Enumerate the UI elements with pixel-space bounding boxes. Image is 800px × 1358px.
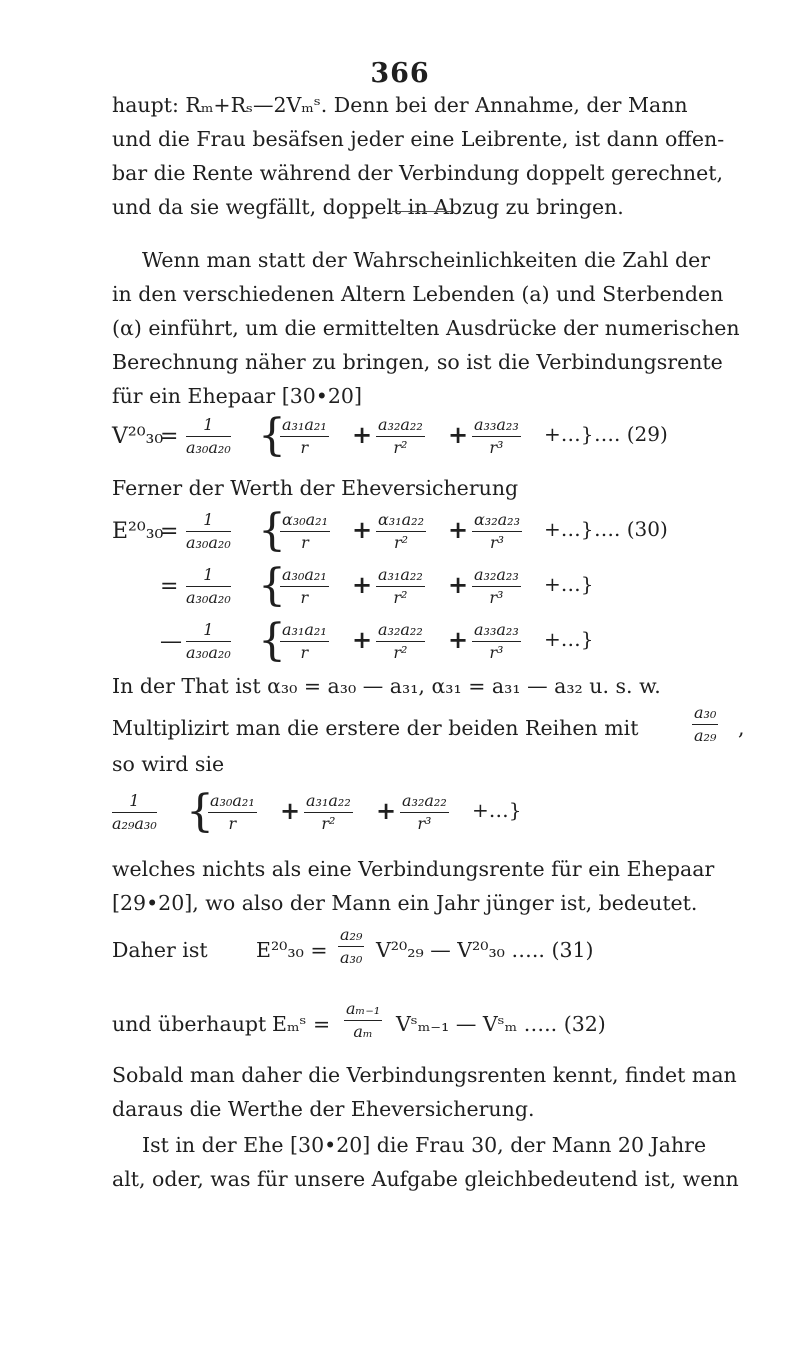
text-line: welches nichts als eine Verbindungsrente für ein Ehepaar [112, 857, 715, 881]
fraction-numerator: a₃₀ [692, 702, 718, 725]
fraction-denominator: a₃₀a₂₀ [186, 643, 231, 662]
fraction-denominator: r³ [489, 643, 504, 662]
eq-31-label: Daher ist [112, 938, 208, 962]
text-line: haupt: Rₘ+Rₛ—2Vₘˢ. Denn bei der Annahme, der Mann [112, 93, 688, 117]
prefactor-fraction [186, 414, 231, 459]
plus-sign: + [352, 625, 373, 654]
text-line: und die Frau besäfsen jeder eine Leibrente, ist dann offen- [112, 127, 725, 151]
term-fraction [208, 790, 257, 835]
text-line: in den verschiedenen Altern Lebenden (a) und Sterbenden [112, 282, 724, 306]
term-fraction [472, 509, 522, 554]
fraction-denominator: r² [393, 438, 408, 457]
eq-31-rhs: V²⁰₂₉ — V²⁰₃₀ ….. (31) [376, 938, 594, 962]
plus-sign: + [352, 515, 373, 544]
fraction-denominator: aₘ [353, 1022, 373, 1041]
fraction-numerator: 1 [112, 790, 157, 813]
prefactor-fraction [112, 790, 157, 835]
text-line: und da sie wegfällt, doppelt in Abzug zu bringen. [112, 195, 624, 219]
fraction-denominator: a₂₉ [694, 726, 717, 745]
multiplier-fraction [692, 702, 718, 747]
fraction-numerator: a₃₂a₂₂ [376, 619, 425, 642]
term-fraction [280, 619, 329, 664]
fraction-numerator: a₃₁a₂₁ [280, 414, 329, 437]
equation-30-line-3 [112, 615, 762, 673]
fraction-denominator: a₂₉a₃₀ [112, 814, 157, 833]
fraction-numerator: a₃₂a₂₂ [400, 790, 449, 813]
fraction-numerator: aₘ₋₁ [344, 998, 382, 1021]
fraction-denominator: a₃₀a₂₀ [186, 438, 231, 457]
term-fraction [472, 414, 521, 459]
punctuation: , [738, 716, 745, 740]
term-fraction [376, 619, 425, 664]
paragraph-5 [112, 1128, 757, 1196]
eq-sign: = [160, 574, 179, 599]
term-fraction [400, 790, 449, 835]
series-tail: +…} [544, 422, 594, 446]
plus-sign: + [448, 420, 469, 449]
eq-sign: = [160, 424, 179, 449]
fraction-numerator: 1 [186, 619, 231, 642]
eq-sign: = [160, 519, 179, 544]
plus-sign: + [448, 570, 469, 599]
page-number: 366 [370, 58, 430, 89]
eq-lhs: E²⁰₃₀ [112, 519, 164, 544]
left-brace: { [258, 560, 286, 611]
fraction-denominator: r [300, 588, 309, 607]
term-fraction [376, 509, 426, 554]
eq-32-lhs: Eₘˢ = [272, 1012, 331, 1036]
text-line: Multiplizirt man die erstere der beiden Reihen mit [112, 716, 639, 740]
fraction-denominator: r [228, 814, 237, 833]
fraction-numerator: 1 [186, 564, 231, 587]
fraction-numerator: 1 [186, 509, 231, 532]
equation-29 [112, 410, 762, 468]
left-brace: { [258, 505, 286, 556]
text-line: [29•20], wo also der Mann ein Jahr jünger ist, bedeutet. [112, 891, 698, 915]
fraction-numerator: a₂₉ [338, 924, 364, 947]
equation-30-line-2 [112, 560, 762, 618]
fraction-numerator: a₃₂a₂₂ [376, 414, 425, 437]
fraction-denominator: a₃₀ [340, 948, 363, 967]
text-line: Ferner der Werth der Eheversicherung [112, 476, 519, 500]
fraction-denominator: r³ [489, 533, 505, 552]
series-tail: +…} [544, 572, 594, 596]
left-brace: { [186, 786, 214, 837]
text-line: In der That ist α₃₀ = a₃₀ — a₃₁, α₃₁ = a₃₁ — a₃₂ u. s. w. [112, 674, 661, 698]
prefactor-fraction [186, 619, 231, 664]
fraction-denominator: r² [321, 814, 336, 833]
text-line: für ein Ehepaar [30•20] [112, 384, 362, 408]
fraction-numerator: α₃₂a₂₃ [472, 509, 522, 532]
fraction-denominator: r³ [489, 438, 504, 457]
equation-unnumbered [112, 786, 762, 844]
fraction-denominator: r [300, 438, 309, 457]
text-line: Berechnung näher zu bringen, so ist die Verbindungsrente [112, 350, 723, 374]
eq-32-rhs: Vˢₘ₋₁ — Vˢₘ ….. (32) [396, 1012, 606, 1036]
fraction-numerator: α₃₀a₂₁ [280, 509, 330, 532]
fraction-denominator: a₃₀a₂₀ [186, 588, 231, 607]
series-tail: +…} [544, 517, 594, 541]
paragraph-2 [112, 243, 757, 413]
section-divider [392, 211, 452, 212]
fraction-denominator: r³ [489, 588, 504, 607]
plus-sign: + [448, 625, 469, 654]
plus-sign: + [352, 420, 373, 449]
fraction-denominator: r [300, 643, 309, 662]
text-line: Wenn man statt der Wahrscheinlichkeiten die Zahl der [142, 248, 711, 272]
eq-32-label: und überhaupt [112, 1012, 267, 1036]
plus-sign: + [352, 570, 373, 599]
fraction-numerator: a₃₀a₂₁ [280, 564, 329, 587]
equation-number: …. (30) [594, 517, 668, 541]
term-fraction [472, 564, 521, 609]
term-fraction [280, 414, 329, 459]
text-line: (α) einführt, um die ermittelten Ausdrücke der numerischen [112, 316, 740, 340]
fraction-numerator: a₃₀a₂₁ [208, 790, 257, 813]
equation-number: …. (29) [594, 422, 668, 446]
term-fraction [280, 564, 329, 609]
series-tail: +…} [472, 798, 522, 822]
fraction-denominator: r² [393, 533, 409, 552]
eq-sign: — [160, 629, 182, 654]
term-fraction [472, 619, 521, 664]
plus-sign: + [280, 796, 301, 825]
prefactor-fraction [186, 509, 231, 554]
plus-sign: + [448, 515, 469, 544]
term-fraction [304, 790, 353, 835]
plus-sign: + [376, 796, 397, 825]
text-line: so wird sie [112, 752, 225, 776]
fraction-numerator: a₃₁a₂₂ [376, 564, 425, 587]
fraction-numerator: a₃₁a₂₁ [280, 619, 329, 642]
fraction-denominator: r [301, 533, 309, 552]
fraction-denominator: r² [393, 643, 408, 662]
text-line: alt, oder, was für unsere Aufgabe gleichbedeutend ist, wenn [112, 1167, 739, 1191]
eq-32-fraction [344, 998, 382, 1043]
paragraph-3 [112, 852, 757, 920]
equation-30 [112, 505, 762, 563]
paragraph-4 [112, 1058, 757, 1126]
text-line: Ist in der Ehe [30•20] die Frau 30, der Mann 20 Jahre [142, 1133, 707, 1157]
left-brace: { [258, 615, 286, 666]
fraction-numerator: 1 [186, 414, 231, 437]
fraction-numerator: a₃₃a₂₃ [472, 619, 521, 642]
paragraph-1 [112, 88, 757, 224]
term-fraction [376, 414, 425, 459]
prefactor-fraction [186, 564, 231, 609]
fraction-numerator: a₃₁a₂₂ [304, 790, 353, 813]
fraction-numerator: a₃₂a₂₃ [472, 564, 521, 587]
term-fraction [280, 509, 330, 554]
series-tail: +…} [544, 627, 594, 651]
fraction-numerator: α₃₁a₂₂ [376, 509, 426, 532]
fraction-numerator: a₃₃a₂₃ [472, 414, 521, 437]
fraction-denominator: r² [393, 588, 408, 607]
text-line: bar die Rente während der Verbindung doppelt gerechnet, [112, 161, 723, 185]
eq-31-fraction [338, 924, 364, 969]
term-fraction [376, 564, 425, 609]
left-brace: { [258, 410, 286, 461]
fraction-denominator: a₃₀a₂₀ [186, 533, 231, 552]
eq-31-lhs: E²⁰₃₀ = [256, 938, 328, 962]
eq-lhs: V²⁰₃₀ [112, 424, 164, 449]
fraction-denominator: r³ [417, 814, 432, 833]
text-line: Sobald man daher die Verbindungsrenten kennt, findet man [112, 1063, 737, 1087]
text-line: daraus die Werthe der Eheversicherung. [112, 1097, 535, 1121]
